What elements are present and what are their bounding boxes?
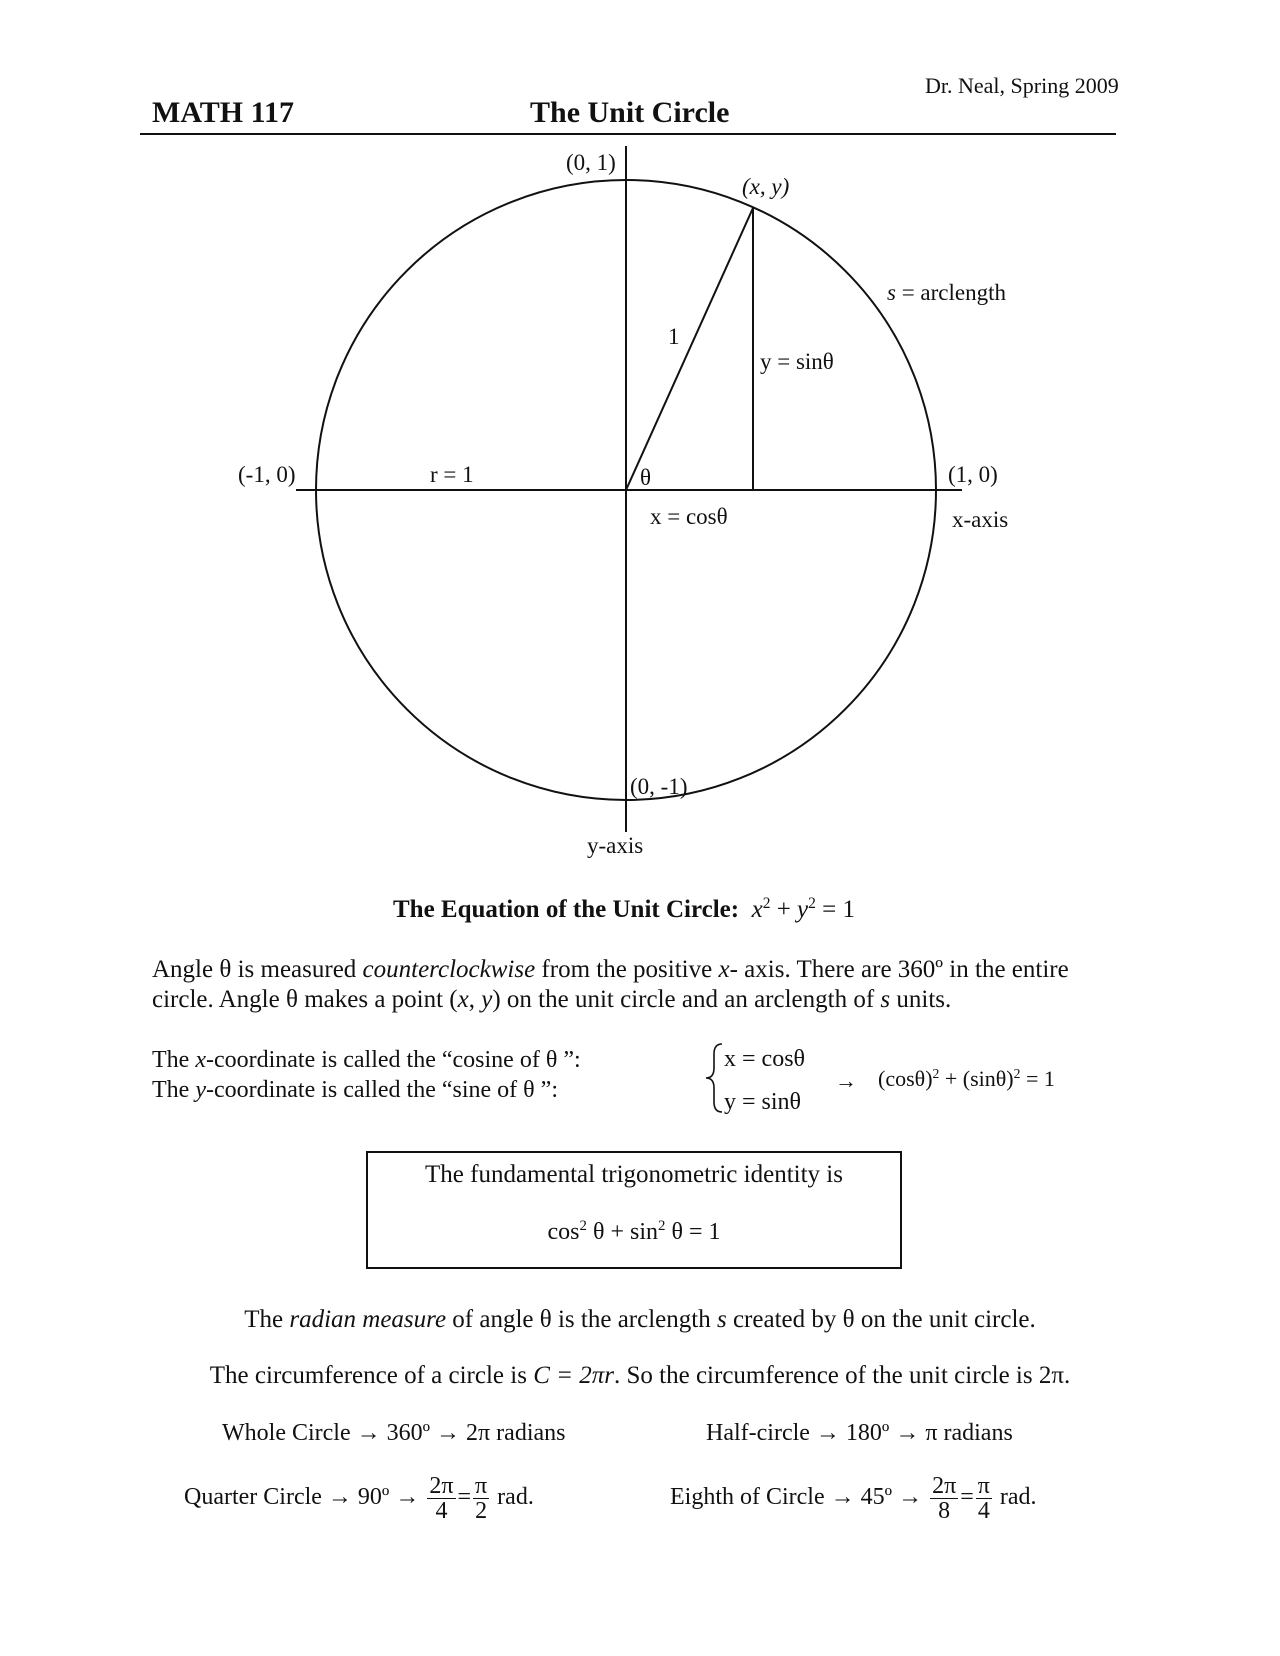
label-radius: r = 1 [430,462,474,487]
circle-equation: The Equation of the Unit Circle: $x^2 + y^2 = 1$ [393,894,856,923]
label-hypotenuse: 1 [668,324,680,349]
label-left-point: (-1, 0) [238,462,296,487]
system-arrow: → [835,1068,857,1093]
page-title: The Unit Circle [530,96,730,129]
identity-box [366,1151,902,1269]
coordinate-definitions [152,1045,581,1105]
identity-formula: $\cos^2 \theta + \sin^2 \theta = 1$ [547,1218,721,1245]
circle-equation-label: The Equation of the Unit Circle: [393,896,740,923]
cosine-definition: The x-coordinate is called the “cosine of θ ”: [152,1047,581,1073]
label-right-point: (1, 0) [948,462,998,487]
system-sin: y = sinθ [724,1089,802,1115]
angle-description: Angle θ is measured counterclockwise from the positive x- axis. There are 360º in the entire circle. Angle θ makes a point (x, y) on the unit circle and an arclength of s units. [152,956,1069,1013]
quarter-fraction-1: $\frac{2\pi}{4}$ [429,1473,454,1524]
sine-definition: The y-coordinate is called the “sine of θ ”: [152,1077,558,1103]
author-label: Dr. Neal, Spring 2009 [925,73,1119,98]
label-top-point: (0, 1) [566,150,616,175]
system-cos: x = cosθ [724,1046,806,1072]
label-point-xy: (x, y) [742,174,790,199]
quarter-fraction-2: $\frac{\pi}{2}$ [475,1473,488,1524]
label-y-axis: y-axis [587,833,644,858]
label-x-axis: x-axis [952,507,1009,532]
label-bottom-point: (0, -1) [630,774,688,799]
eighth-fraction-1: $\frac{2\pi}{8}$ [932,1473,957,1524]
course-label: MATH 117 [152,96,294,129]
eighth-circle-conversion: Eighth of Circle → 45º → $\frac{2\pi}{8}$ = $\frac{\pi}{4}$ rad. [670,1473,1037,1524]
pythagorean-identity: $(\cos\theta)^2 + (\sin\theta)^2 = 1$ [878,1065,1055,1091]
circumference-line: The circumference of a circle is C = 2πr. So the circumference of the unit circle is 2π. [209,1362,1071,1389]
whole-circle-conversion: Whole Circle → 360º → 2π radians [222,1420,566,1446]
radian-definition: The radian measure of angle θ is the arclength s created by θ on the unit circle. [244,1306,1036,1333]
identity-box-title: The fundamental trigonometric identity is [425,1161,843,1188]
label-sine: y = sinθ [760,349,834,374]
half-circle-conversion: Half-circle → 180º → π radians [706,1420,1013,1446]
eighth-fraction-2: $\frac{\pi}{4}$ [977,1473,990,1524]
label-theta: θ [640,465,652,490]
label-cosine: x = cosθ [650,504,728,529]
radius-segment [626,208,753,490]
quarter-circle-conversion: Quarter Circle → 90º → $\frac{2\pi}{4}$ = $\frac{\pi}{2}$ rad. [184,1473,534,1524]
label-arclength: s = arclength [887,280,1006,305]
